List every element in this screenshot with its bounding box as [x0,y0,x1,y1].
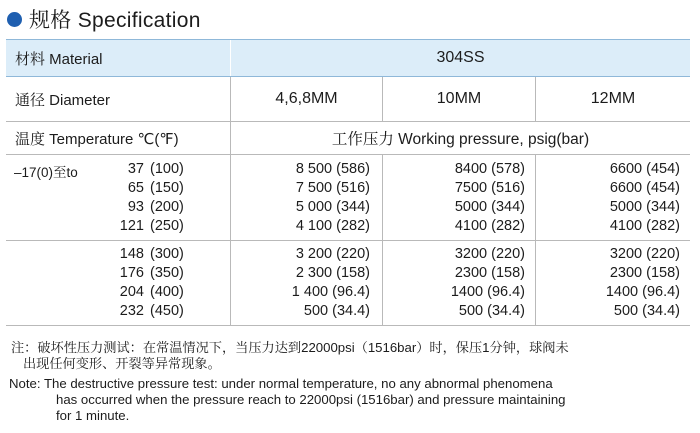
section-heading [7,6,201,32]
pressure-value: 8400 (578) [454,161,525,177]
pressure-column-1 [231,155,383,240]
pressure-value: 7500 (516) [454,180,525,196]
working-pressure-label: 工作压力 Working pressure, psig(bar) [331,131,590,148]
pressure-column-1 [231,241,383,325]
pressure-column-2 [383,241,536,325]
specification-table [6,39,690,326]
pressure-value: 500 (34.4) [303,303,370,319]
note-en-line-1: Note: The destructive pressure test: under normal temperature, no any abnormal phenomena [9,376,553,391]
pressure-group-1 [6,155,690,241]
temperature-value: 148 (300) [119,246,184,262]
diameter-value-3: 12MM [590,90,636,107]
pressure-value: 2 300 (158) [295,265,370,281]
diameter-label: 通径 Diameter [6,77,231,121]
temperature-column [6,155,231,240]
section-title: 规格 Specification [29,9,201,32]
temperature-value: 176 (350) [119,265,184,281]
temperature-value: 121 (250) [119,218,184,234]
pressure-column-3 [536,155,690,240]
pressure-value: 5000 (344) [454,199,525,215]
pressure-value: 3200 (220) [454,246,525,262]
pressure-column-3 [536,241,690,325]
note-en-line-3: for 1 minute. [56,408,130,423]
material-value: 304SS [436,49,485,66]
diameter-value-1: 4,6,8MM [231,77,383,121]
pressure-value: 500 (34.4) [458,303,525,319]
pressure-value: 1400 (96.4) [605,284,680,300]
pressure-value: 1400 (96.4) [450,284,525,300]
pressure-value: 2300 (158) [609,265,680,281]
note-cn-line-1: 注：破坏性压力测试：在常温情况下，当压力达到22000psi（1516bar）时，保压1分钟，球阀未 [11,340,569,355]
bullet-dot-icon [7,12,22,27]
pressure-value: 2300 (158) [454,265,525,281]
temperature-value: 232 (450) [119,303,184,319]
temperature-range-label: –17(0)至to [14,165,78,180]
temperature-header-row [6,122,690,155]
pressure-value: 7 500 (516) [295,180,370,196]
material-row [6,39,690,77]
pressure-value: 6600 (454) [609,161,680,177]
pressure-value: 3200 (220) [609,246,680,262]
pressure-value: 4100 (282) [609,218,680,234]
pressure-value: 1 400 (96.4) [291,284,370,300]
temperature-value: 37 (100) [127,161,184,177]
pressure-value: 6600 (454) [609,180,680,196]
pressure-value: 500 (34.4) [613,303,680,319]
temperature-value: 65 (150) [127,180,184,196]
temperature-column [6,241,231,325]
pressure-value: 4 100 (282) [295,218,370,234]
pressure-group-2 [6,241,690,326]
note-cn-line-2: 出现任何变形、开裂等异常现象。 [23,356,221,371]
diameter-row [6,77,690,122]
diameter-value-2: 10MM [383,77,536,121]
temperature-label: 温度 Temperature ℃(℉) [6,122,231,154]
pressure-value: 8 500 (586) [295,161,370,177]
temperature-value: 93 (200) [127,199,184,215]
pressure-value: 5 000 (344) [295,199,370,215]
pressure-column-2 [383,155,536,240]
pressure-value: 4100 (282) [454,218,525,234]
note-en-line-2: has occurred when the pressure reach to 22000psi (1516bar) and pressure maintaining [56,392,566,407]
pressure-value: 5000 (344) [609,199,680,215]
temperature-value: 204 (400) [119,284,184,300]
material-label: 材料 Material [6,40,231,76]
pressure-value: 3 200 (220) [295,246,370,262]
